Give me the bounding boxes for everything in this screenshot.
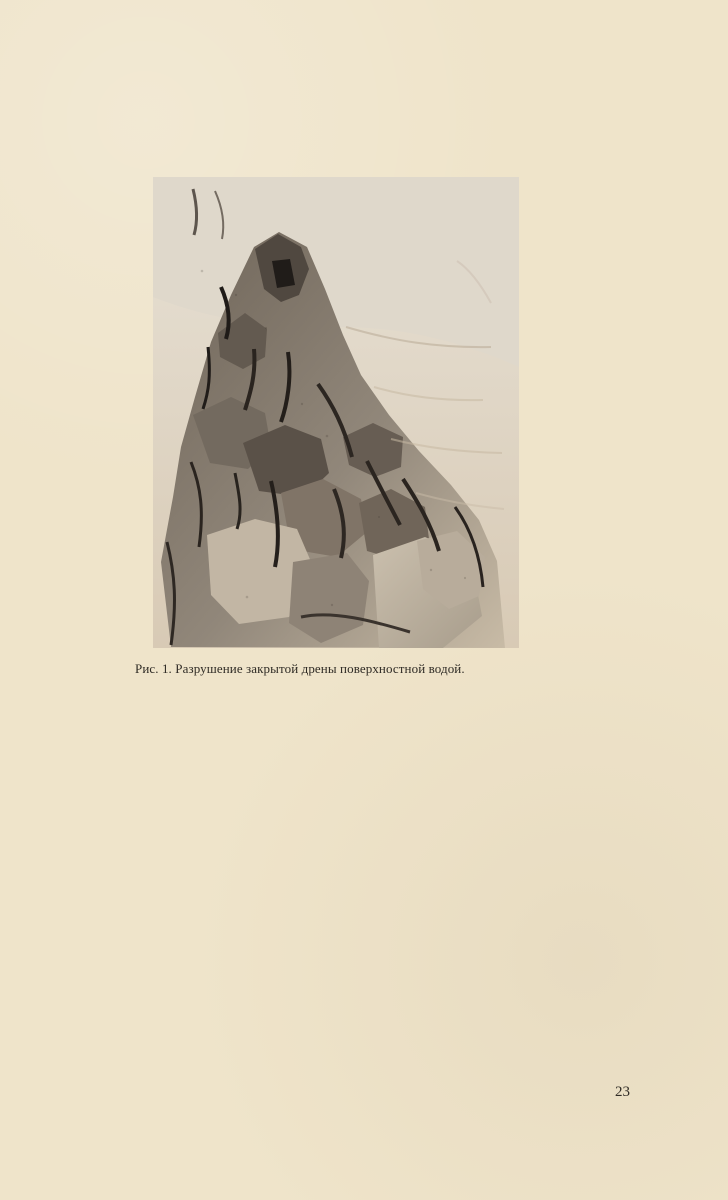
page-number: 23 <box>615 1084 630 1100</box>
figure-photo <box>153 177 519 648</box>
figure-photo-graphic <box>153 177 519 648</box>
figure-caption: Рис. 1. Разрушение закрытой дрены поверхностной водой. <box>135 661 465 676</box>
